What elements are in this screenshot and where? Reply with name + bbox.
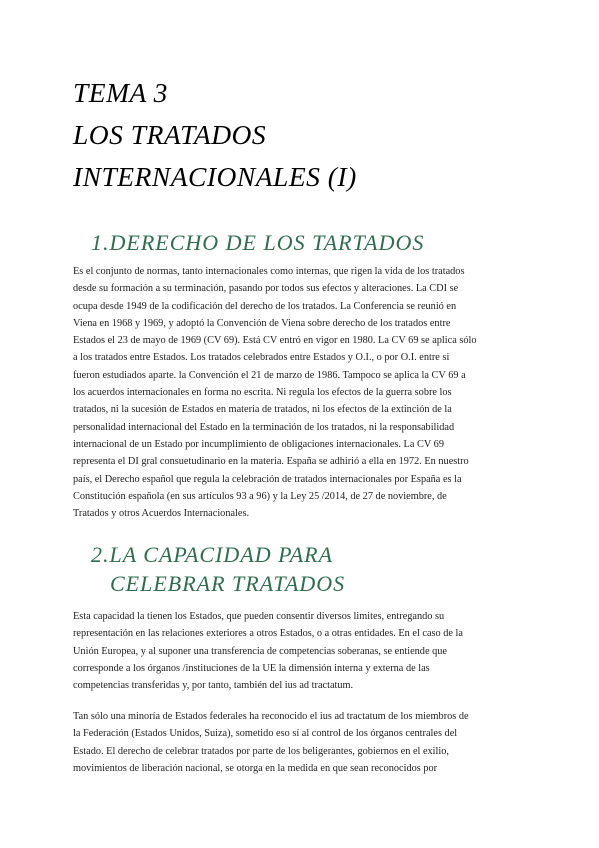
- paragraph-line: competencias transferidas y, por tanto, también del ius ad tractatum.: [73, 680, 354, 692]
- title-line-3: INTERNACIONALES (I): [73, 161, 357, 192]
- paragraph-line: Viena en 1968 y 1969, y adoptó la Convención de Viena sobre derecho de los tratados entre: [73, 317, 451, 329]
- section-2-heading: [91, 540, 345, 598]
- paragraph-line: Unión Europea, y al suponer una transferencia de competencias soberanas, se entiende que: [73, 645, 447, 657]
- section-2-paragraph-1: [73, 608, 529, 694]
- section-1-heading: [91, 228, 424, 257]
- title-line-2: LOS TRATADOS: [73, 119, 267, 150]
- section-2-paragraph-2: [73, 708, 529, 777]
- paragraph-line: corresponde a los órganos /instituciones de la UE la dimensión interna y externa de las: [73, 662, 430, 674]
- paragraph-line: Constitución española (en sus artículos 93 a 96) y la Ley 25 /2014, de 27 de noviembre, de: [73, 490, 447, 502]
- paragraph-line: tratados, ni la sucesión de Estados en materia de tratados, ni los efectos de la extinción de la: [73, 404, 452, 416]
- section-2-heading-line-1: 2.LA CAPACIDAD PARA: [91, 542, 334, 567]
- paragraph-line: representación en las relaciones exteriores a otros Estados, o a otras entidades. En el caso de la: [73, 628, 463, 640]
- paragraph-line: representa el DI gral consuetudinario en la materia. España se adhirió a ella en 1972. En nuestro: [73, 456, 469, 468]
- paragraph-line: los acuerdos internacionales en forma no escrita. Ni regula los efectos de la guerra sobre los: [73, 387, 452, 399]
- paragraph-line: Tratados y otros Acuerdos Internacionales.: [73, 508, 250, 520]
- paragraph-line: Esta capacidad la tienen los Estados, que pueden consentir diversos limites, entregando su: [73, 611, 445, 622]
- paragraph-line: personalidad internacional del Estado en la terminación de los tratados, ni la responsabilidad: [73, 421, 455, 433]
- section-1-heading-text: 1.DERECHO DE LOS TARTADOS: [91, 230, 425, 255]
- paragraph-line: desde su formación a su terminación, pasando por todos sus efectos y alteraciones. La CDI se: [73, 283, 459, 295]
- paragraph-line: internacional de un Estado por incumplimiento de obligaciones internacionales. La CV 69: [73, 438, 444, 450]
- paragraph-line: Tan sólo una minoría de Estados federales ha reconocido el ius ad tractatum de los miembros de: [73, 711, 469, 722]
- paragraph-line: país, el Derecho español que regula la celebración de tratados internacionales por España es la: [73, 473, 462, 485]
- title-line-1: TEMA 3: [73, 77, 168, 108]
- paragraph-line: movimientos de liberación nacional, se otorga en la medida en que sean reconocidos por: [73, 762, 438, 774]
- document-title: [73, 72, 573, 198]
- paragraph-line: a los tratados entre Estados. Los tratados celebrados entre Estados y O.I., o por O.I. entre si: [73, 352, 450, 364]
- paragraph-line: la Federación (Estados Unidos, Suiza), sometido eso sí al control de los órganos centrales del: [73, 728, 458, 740]
- paragraph-line: Estados el 23 de mayo de 1969 (CV 69). Está CV entró en vigor en 1980. La CV 69 se aplica sólo: [73, 335, 477, 347]
- section-2-heading-line-2: CELEBRAR TRATADOS: [110, 571, 346, 596]
- paragraph-line: ocupa desde 1949 de la codificación del derecho de los tratados. La Conferencia se reunió en: [73, 300, 457, 312]
- paragraph-line: fueron estudiados aparte. la Convención el 21 de marzo de 1986. Tampoco se aplica la CV 69 a: [73, 369, 466, 381]
- paragraph-line: Es el conjunto de normas, tanto internacionales como internas, que rigen la vida de los tratados: [73, 266, 465, 277]
- section-1-paragraph: [73, 263, 529, 522]
- paragraph-line: Estado. El derecho de celebrar tratados por parte de los beligerantes, gobiernos en el exilio,: [73, 745, 449, 757]
